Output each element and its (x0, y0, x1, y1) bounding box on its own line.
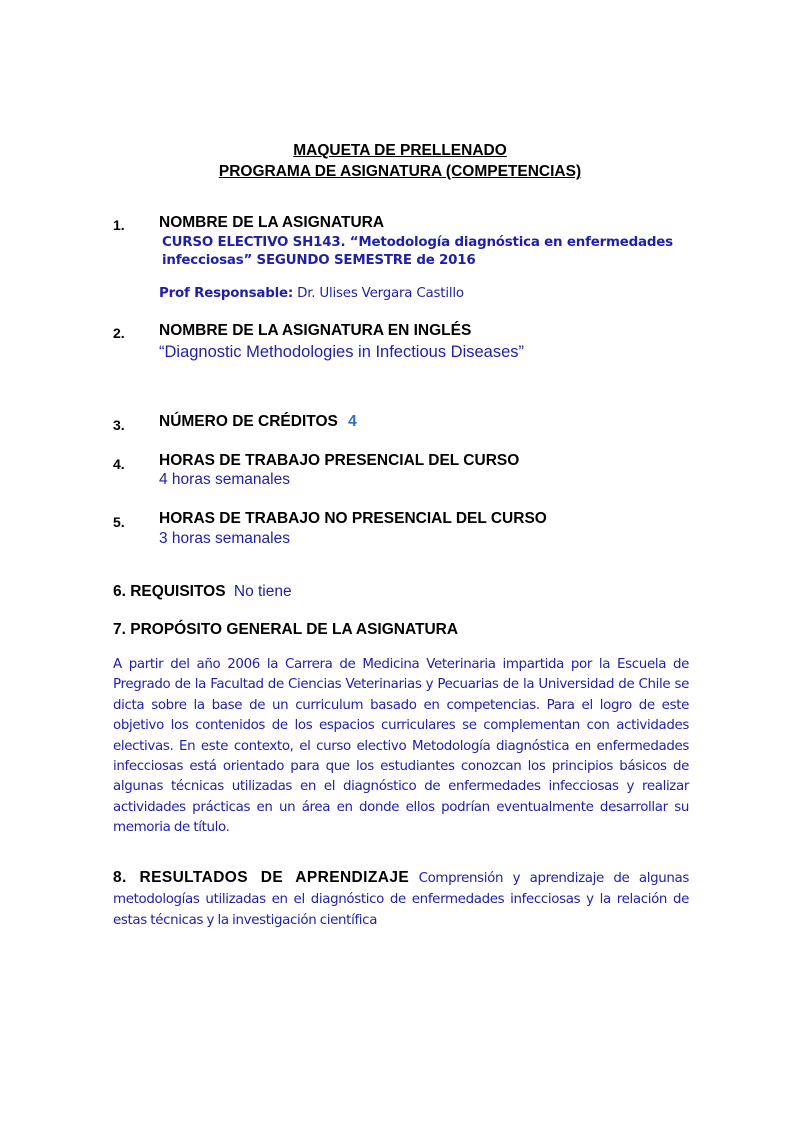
section-4-heading: HORAS DE TRABAJO PRESENCIAL DEL CURSO (159, 452, 520, 469)
section-2-number: 2. (113, 325, 125, 341)
section-7-heading: 7. PROPÓSITO GENERAL DE LA ASIGNATURA (113, 621, 459, 638)
presential-hours: 4 horas semanales (159, 471, 290, 488)
document-subtitle: PROGRAMA DE ASIGNATURA (COMPETENCIAS) (218, 163, 582, 180)
section-5-heading: HORAS DE TRABAJO NO PRESENCIAL DEL CURSO (159, 510, 547, 527)
non-presential-hours: 3 horas semanales (159, 530, 290, 547)
requirements-heading: 6. REQUISITOS (113, 583, 226, 600)
professor-name: Dr. Ulises Vergara Castillo (297, 286, 464, 301)
course-name-line-1: CURSO ELECTIVO SH143. “Metodología diagnóstica en enfermedades (162, 235, 673, 250)
section-1-heading: NOMBRE DE LA ASIGNATURA (159, 214, 385, 231)
course-name-line-2: infecciosas” SEGUNDO SEMESTRE de 2016 (162, 253, 476, 268)
professor-line (159, 286, 464, 301)
professor-label: Prof Responsable: (159, 286, 294, 301)
learning-outcomes-heading: 8. RESULTADOS DE APRENDIZAJE (113, 869, 410, 886)
section-8 (113, 867, 689, 931)
section-4-number: 4. (113, 456, 125, 472)
section-1-number: 1. (113, 217, 125, 233)
english-course-name: “Diagnostic Methodologies in Infectious Diseases” (159, 343, 525, 361)
section-3-heading (159, 413, 357, 431)
credits-value: 4 (348, 413, 357, 430)
credits-label: NÚMERO DE CRÉDITOS (159, 413, 338, 430)
section-5-number: 5. (113, 514, 125, 530)
section-2-heading: NOMBRE DE LA ASIGNATURA EN INGLÉS (159, 322, 472, 339)
section-3-number: 3. (113, 417, 125, 433)
document-title: MAQUETA DE PRELLENADO (293, 142, 507, 159)
section-6 (113, 583, 292, 601)
purpose-paragraph: A partir del año 2006 la Carrera de Medicina Veterinaria impartida por la Escuela de Pregrado de la Facultad de Ciencias Veterinarias y Pecuarias de la Universidad de Chile se dicta sobre la base de un curriculum basado en competencias. Para el logro de este objetivo los contenidos de los espacios curriculares se complementan con actividades electivas. En este contexto, el curso electivo Metodología diagnóstica en enfermedades infecciosas está orientado para que los estudiantes conozcan los principios básicos de algunas técnicas utilizadas en el diagnóstico de enfermedades infecciosas y realizar actividades prácticas en un área en donde ellos podrían eventualmente desarrollar su memoria de título. (113, 657, 689, 836)
learning-outcomes-body: Comprensión y aprendizaje de algunas metodologías utilizadas en el diagnóstico de enfermedades infecciosas y la relación de estas técnicas y la investigación científica (113, 871, 689, 928)
requirements-value: No tiene (233, 583, 292, 600)
